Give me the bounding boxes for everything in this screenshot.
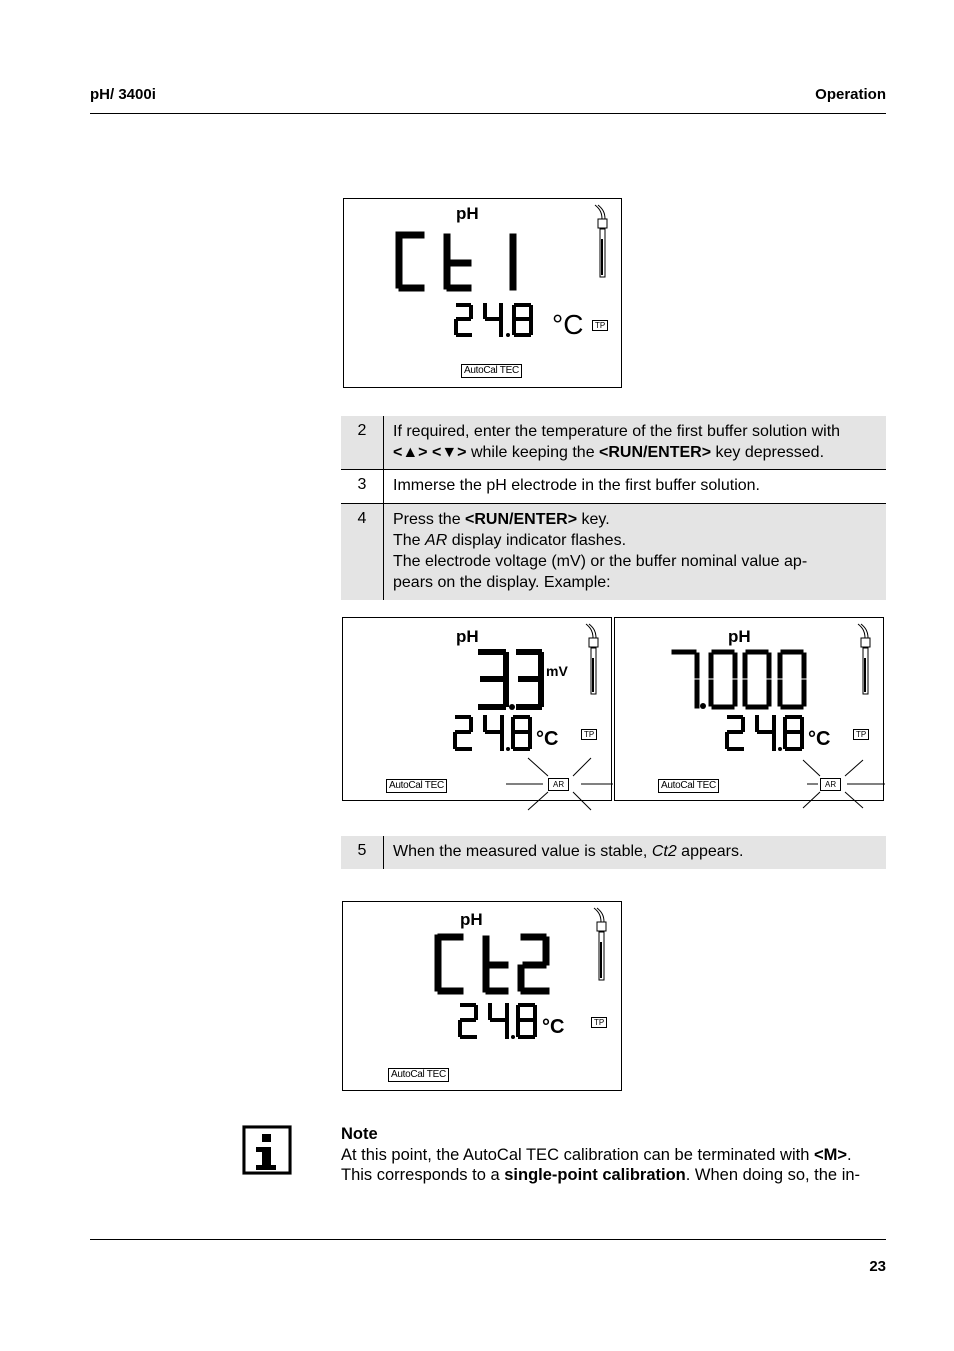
display-unit: pH: [460, 910, 483, 929]
tp-indicator: TP: [853, 729, 869, 740]
autocal-badge: AutoCal TEC: [461, 364, 522, 378]
header-left: pH/ 3400i: [90, 86, 156, 103]
electrode-icon: [858, 624, 870, 694]
tp-indicator: TP: [581, 729, 597, 740]
step-text-line: The electrode voltage (mV) or the buffer nominal value ap-: [393, 553, 808, 570]
ar-flash-rays: [803, 760, 885, 808]
display-mv-segments: [343, 618, 613, 802]
step-number: 2: [341, 416, 384, 469]
display-unit: pH: [728, 627, 751, 646]
step-text-part: key.: [577, 511, 610, 528]
temp-unit: °C: [808, 728, 831, 750]
run-enter-key: <RUN/ENTER>: [599, 444, 712, 461]
step-text-part: When the measured value is stable,: [393, 843, 652, 860]
electrode-icon: [595, 205, 607, 277]
autocal-badge: AutoCal TEC: [388, 1068, 449, 1082]
ar-indicator: AR: [548, 778, 569, 791]
m-key: <M>: [813, 1145, 847, 1164]
main-unit: mV: [546, 663, 568, 679]
step-4: [341, 504, 886, 600]
header-rule: [90, 113, 886, 114]
autocal-badge: AutoCal TEC: [658, 779, 719, 793]
step-2: [341, 416, 886, 470]
note-block: [341, 1124, 901, 1186]
ct2-ref: Ct2: [651, 843, 677, 860]
display-ct2-segments: [343, 902, 623, 1092]
step-text-line: pears on the display. Example:: [393, 574, 611, 591]
temp-unit: °C: [552, 309, 584, 340]
arrow-keys: <▲> <▼>: [393, 444, 467, 461]
step-number: 3: [341, 470, 384, 503]
step-3: [341, 470, 886, 504]
display-ph7-segments: [615, 618, 885, 802]
note-text: .: [846, 1145, 852, 1164]
display-ct2-temp-digits: [460, 1005, 535, 1039]
step-text-part: key depressed.: [711, 444, 825, 461]
display-ct1: [343, 198, 622, 388]
step-number: 4: [341, 504, 384, 600]
display-unit: pH: [456, 204, 479, 223]
step-text-part: Press the: [393, 511, 466, 528]
display-ph7: [614, 617, 884, 801]
step-text: [384, 504, 886, 600]
step-text: [384, 416, 886, 469]
run-enter-key: <RUN/ENTER>: [465, 511, 578, 528]
tp-indicator: TP: [591, 1017, 607, 1028]
step-text: Immerse the pH electrode in the first buffer solution.: [393, 477, 760, 494]
display-mv: [342, 617, 612, 801]
single-point-calibration: single-point calibration: [504, 1166, 686, 1184]
display-ct1-temp-digits: [456, 305, 531, 337]
page-number: 23: [869, 1258, 886, 1275]
ar-indicator: AR: [820, 778, 841, 791]
step-text-part: while keeping the: [466, 444, 600, 461]
note-text: . When doing so, the in-: [685, 1166, 861, 1184]
info-icon: [240, 1123, 296, 1179]
temp-unit: °C: [542, 1016, 565, 1038]
note-text: At this point, the AutoCal TEC calibration can be terminated with: [341, 1145, 814, 1164]
tp-indicator: TP: [592, 320, 608, 331]
display-ct2: [342, 901, 622, 1091]
electrode-icon: [586, 624, 598, 694]
display-ph7-temp-digits: [727, 717, 802, 751]
autocal-badge: AutoCal TEC: [386, 779, 447, 793]
step-text-part: display indicator flashes.: [447, 532, 627, 549]
display-mv-temp-digits: [455, 717, 530, 751]
electrode-icon: [594, 908, 606, 980]
note-title: Note: [341, 1125, 378, 1143]
temp-unit: °C: [536, 728, 559, 750]
display-unit: pH: [456, 627, 479, 646]
step-number: 5: [341, 836, 384, 869]
header-right: Operation: [815, 86, 886, 103]
step-5: [341, 836, 886, 869]
step-text-part: The: [393, 532, 426, 549]
step-text-part: appears.: [676, 843, 744, 860]
display-ct1-segments: [344, 199, 623, 389]
step-text-line: If required, enter the temperature of the first buffer solution with: [393, 423, 841, 440]
footer-rule: [90, 1239, 886, 1240]
note-text: This corresponds to a: [341, 1166, 505, 1184]
step-text: [384, 836, 886, 869]
ar-indicator-ref: AR: [425, 532, 448, 549]
